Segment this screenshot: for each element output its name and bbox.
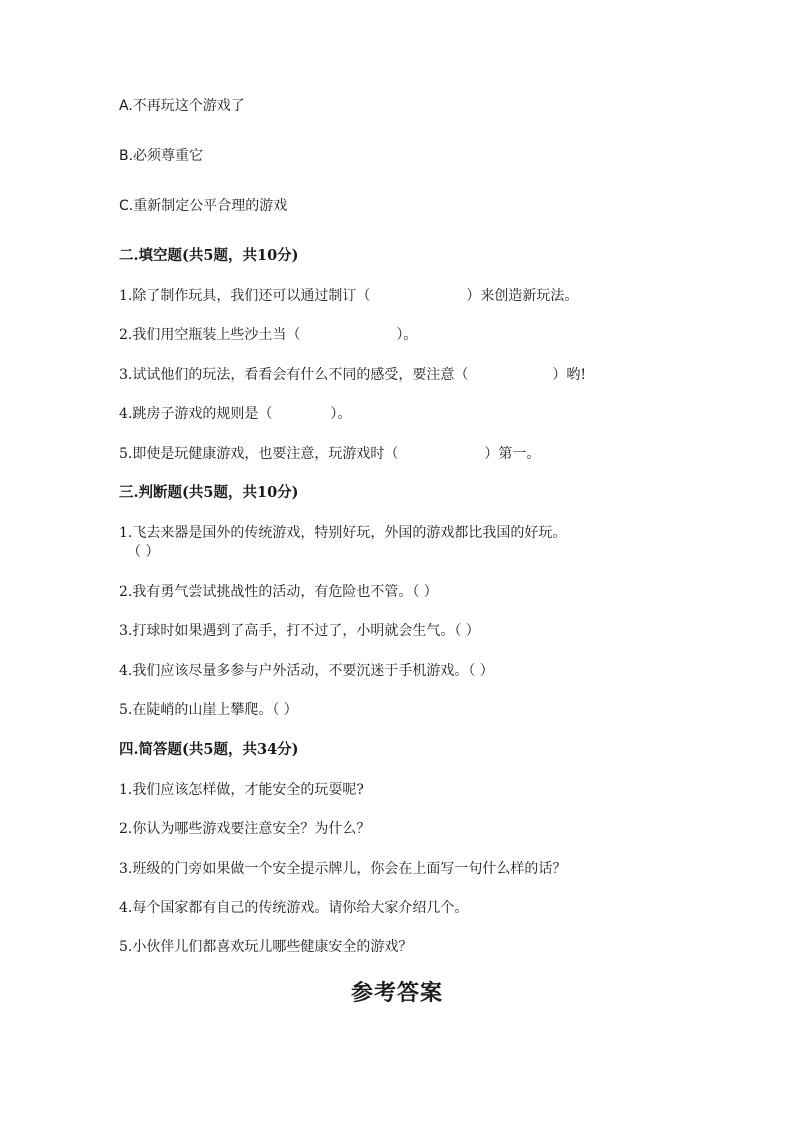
question-text: ）第一。 [484, 446, 541, 462]
question-text: 5.即使是玩健康游戏，也要注意，玩游戏时（ [119, 446, 399, 462]
answer-key-title: 参考答案 [350, 980, 443, 1006]
short-answer-question-3: 3.班级的门旁如果做一个安全提示牌儿，你会在上面写一句什么样的话？ [119, 861, 567, 877]
question-text: ）来创造新玩法。 [466, 288, 579, 304]
short-answer-question-5: 5.小伙伴儿们都喜欢玩儿哪些健康安全的游戏？ [119, 939, 413, 955]
true-false-question-5: 5.在陡峭的山崖上攀爬。（ ） [119, 702, 298, 718]
section-heading-true-false: 三.判断题(共5题，共10分) [119, 484, 299, 501]
true-false-question-4: 4.我们应该尽量多参与户外活动，不要沉迷于手机游戏。（ ） [119, 663, 494, 679]
true-false-question-1: 1.飞去来器是国外的传统游戏，特别好玩，外国的游戏都比我国的好玩。 [119, 525, 567, 541]
short-answer-question-1: 1.我们应该怎样做，才能安全的玩耍呢? [119, 782, 364, 798]
short-answer-question-2: 2.你认为哪些游戏要注意安全？为什么？ [119, 821, 371, 837]
true-false-question-3: 3.打球时如果遇到了高手，打不过了，小明就会生气。（ ） [119, 623, 480, 639]
question-text: 4.跳房子游戏的规则是（ [119, 406, 273, 422]
section-heading-short-answer: 四.简答题(共5题，共34分) [119, 741, 299, 758]
question-text: ）。 [330, 406, 352, 422]
fill-blank-question-2 [119, 325, 417, 345]
question-text: 3.试试他们的玩法，看看会有什么不同的感受，要注意（ [119, 367, 469, 383]
fill-blank-question-1 [119, 286, 578, 306]
question-text: ）哟! [552, 367, 586, 383]
short-answer-question-4: 4.每个国家都有自己的传统游戏。请你给大家介绍几个。 [119, 900, 469, 916]
fill-blank-question-5 [119, 444, 540, 464]
section-heading-fill-blank: 二.填空题(共5题，共10分) [119, 247, 299, 264]
true-false-question-1-bracket: （ ） [127, 544, 160, 560]
option-c: C.重新制定公平合理的游戏 [119, 198, 288, 214]
option-b: B.必须尊重它 [119, 148, 204, 164]
question-text: 1.除了制作玩具，我们还可以通过制订（ [119, 288, 371, 304]
question-text: 2.我们用空瓶装上些沙土当（ [119, 327, 301, 343]
option-a: A.不再玩这个游戏了 [119, 98, 245, 114]
true-false-question-2: 2.我有勇气尝试挑战性的活动，有危险也不管。（ ） [119, 584, 438, 600]
fill-blank-question-3 [119, 365, 586, 385]
fill-blank-question-4 [119, 404, 351, 424]
question-text: ）。 [396, 327, 418, 343]
